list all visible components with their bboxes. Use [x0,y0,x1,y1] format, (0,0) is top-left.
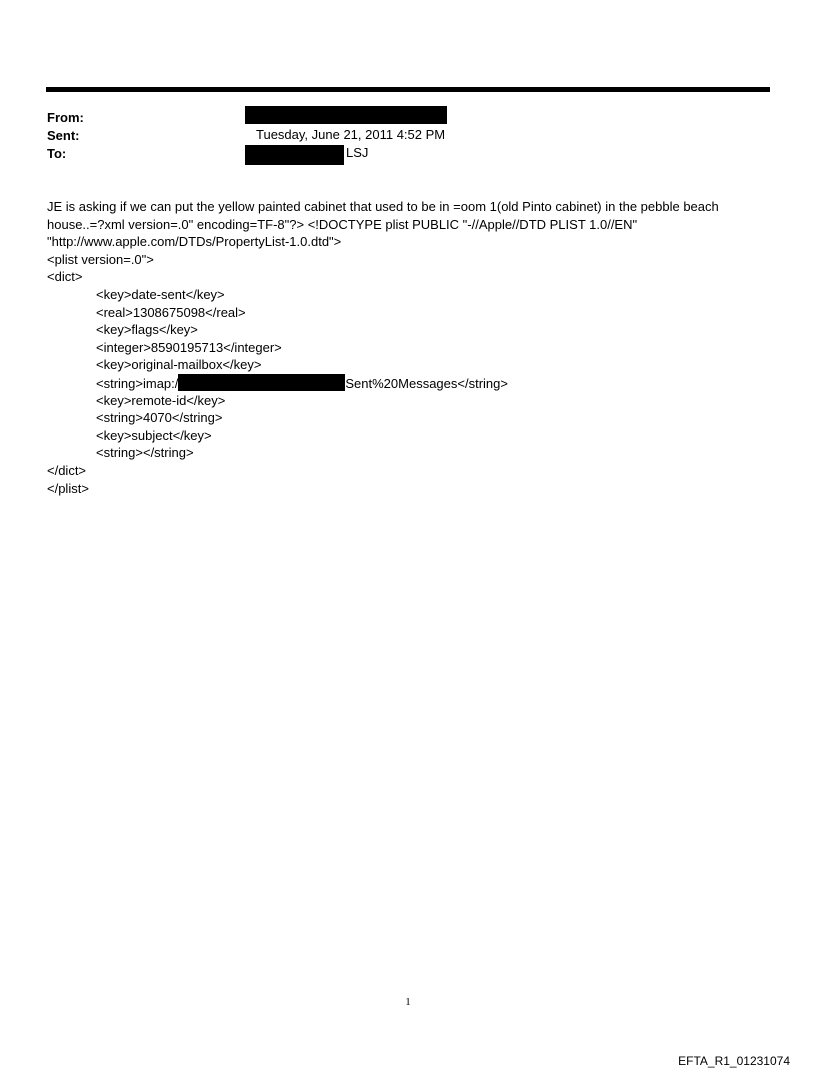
body-line: house..=?xml version=.0" encoding=TF-8"?> <!DOCTYPE plist PUBLIC "-//Apple//DTD PLIST 1.0//EN" [47,216,638,232]
document-id: EFTA_R1_01231074 [678,1054,790,1068]
body-line: <key>subject</key> [96,427,212,443]
body-line: <key>original-mailbox</key> [96,357,262,373]
to-value-redaction [245,145,344,165]
page-number: 1 [405,996,411,1008]
top-rule [46,87,770,92]
mailbox-suffix: Sent%20Messages</string> [345,375,508,391]
body-line: <string>4070</string> [96,410,223,426]
body-line: <string></string> [96,445,194,461]
body-line-mailbox [47,374,767,392]
body-line: "http://www.apple.com/DTDs/PropertyList-1.0.dtd"> [47,234,342,250]
body-line: <key>remote-id</key> [96,392,226,408]
body-line: <key>flags</key> [96,322,198,338]
message-body [47,198,767,497]
mailbox-prefix: <string>imap:/ [96,375,179,391]
body-line: JE is asking if we can put the yellow painted cabinet that used to be in =oom 1(old Pinto cabinet) in the pebble beach [47,199,719,214]
to-value-suffix: LSJ [346,145,369,160]
body-line: <real>1308675098</real> [96,304,246,320]
sent-label: Sent: [47,128,80,143]
body-line: <key>date-sent</key> [96,286,225,302]
body-line: <dict> [47,269,83,285]
body-line: <plist version=.0"> [47,251,154,267]
mailbox-redaction [178,374,345,391]
body-line: </plist> [47,480,89,496]
to-label: To: [47,146,67,161]
sent-value: Tuesday, June 21, 2011 4:52 PM [256,127,446,142]
body-line: </dict> [47,462,87,478]
from-label: From: [47,110,84,125]
body-line: <integer>8590195713</integer> [96,339,282,355]
from-value-redaction [245,106,447,124]
